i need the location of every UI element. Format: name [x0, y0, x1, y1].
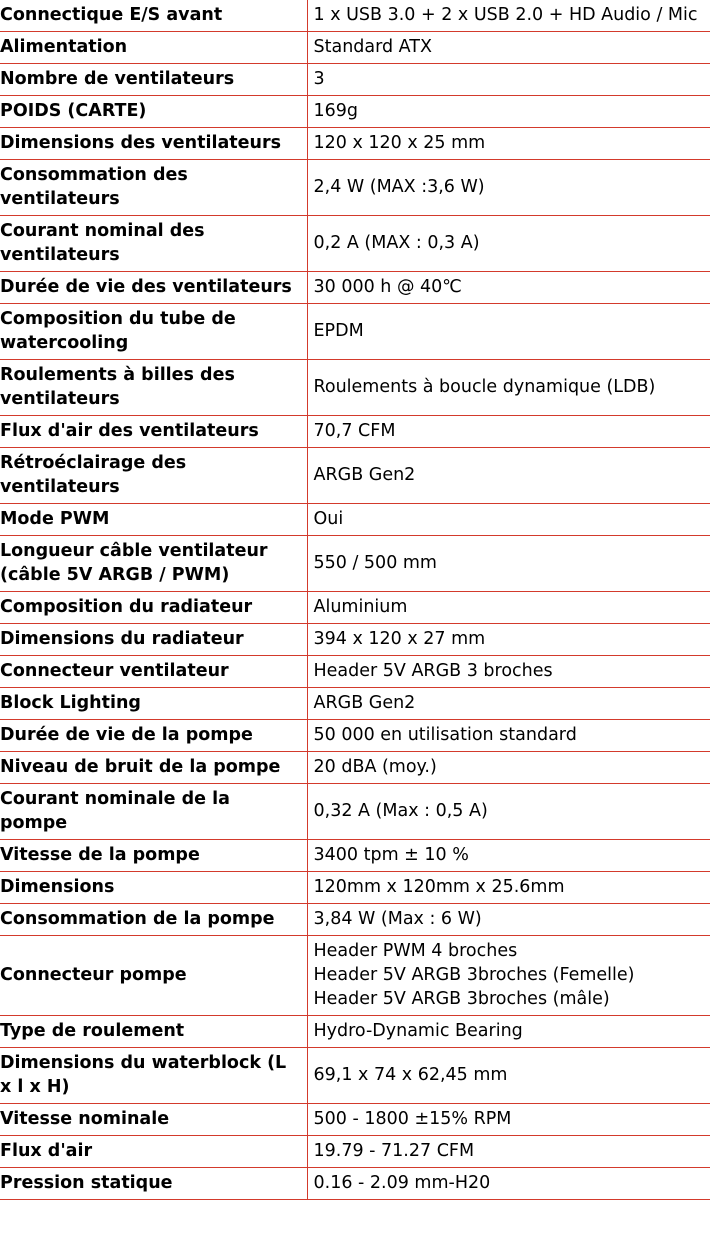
spec-value: 120mm x 120mm x 25.6mm	[307, 872, 710, 904]
spec-value: 0.16 - 2.09 mm-H20	[307, 1168, 710, 1200]
spec-row	[0, 688, 710, 720]
spec-value: EPDM	[307, 304, 710, 360]
spec-row	[0, 128, 710, 160]
spec-value: 19.79 - 71.27 CFM	[307, 1136, 710, 1168]
spec-row	[0, 272, 710, 304]
spec-value: 500 - 1800 ±15% RPM	[307, 1104, 710, 1136]
spec-row	[0, 1016, 710, 1048]
spec-label: Consommation de la pompe	[0, 909, 275, 929]
spec-label: Mode PWM	[0, 509, 110, 529]
spec-label: Nombre de ventilateurs	[0, 69, 235, 89]
spec-row	[0, 624, 710, 656]
spec-value: ARGB Gen2	[307, 448, 710, 504]
spec-label: Block Lighting	[0, 693, 141, 713]
spec-row	[0, 720, 710, 752]
spec-value: 0,32 A (Max : 0,5 A)	[307, 784, 710, 840]
spec-value: Header 5V ARGB 3 broches	[307, 656, 710, 688]
spec-row	[0, 1136, 710, 1168]
spec-label: Dimensions du waterblock (L x l x H)	[0, 1053, 287, 1097]
spec-row	[0, 1048, 710, 1104]
spec-row	[0, 840, 710, 872]
spec-label: Durée de vie de la pompe	[0, 725, 253, 745]
spec-row	[0, 448, 710, 504]
spec-row	[0, 216, 710, 272]
spec-label: Flux d'air	[0, 1141, 93, 1161]
spec-label: Longueur câble ventilateur (câble 5V ARGB / PWM)	[0, 541, 268, 585]
spec-label: Pression statique	[0, 1173, 173, 1193]
spec-value: 50 000 en utilisation standard	[307, 720, 710, 752]
spec-label: Niveau de bruit de la pompe	[0, 757, 281, 777]
spec-row	[0, 96, 710, 128]
spec-value: 70,7 CFM	[307, 416, 710, 448]
spec-row	[0, 1104, 710, 1136]
spec-label: Consommation des ventilateurs	[0, 165, 188, 209]
spec-row	[0, 656, 710, 688]
spec-label: Vitesse de la pompe	[0, 845, 200, 865]
spec-row	[0, 1168, 710, 1200]
spec-row	[0, 592, 710, 624]
spec-value: 120 x 120 x 25 mm	[307, 128, 710, 160]
spec-label: Vitesse nominale	[0, 1109, 170, 1129]
spec-row	[0, 360, 710, 416]
spec-value: Aluminium	[307, 592, 710, 624]
spec-value: 0,2 A (MAX : 0,3 A)	[307, 216, 710, 272]
spec-label: Type de roulement	[0, 1021, 185, 1041]
spec-label: Composition du tube de watercooling	[0, 309, 236, 353]
spec-label: Connecteur ventilateur	[0, 661, 229, 681]
spec-label: Courant nominale de la pompe	[0, 789, 230, 833]
spec-value: 20 dBA (moy.)	[307, 752, 710, 784]
spec-row	[0, 752, 710, 784]
spec-label: Dimensions des ventilateurs	[0, 133, 282, 153]
spec-label: Alimentation	[0, 37, 128, 57]
spec-value: 30 000 h @ 40℃	[307, 272, 710, 304]
spec-label: Dimensions	[0, 877, 115, 897]
spec-label: Rétroéclairage des ventilateurs	[0, 453, 187, 497]
spec-row	[0, 304, 710, 360]
spec-row	[0, 504, 710, 536]
spec-label: Connectique E/S avant	[0, 5, 223, 25]
spec-value: Oui	[307, 504, 710, 536]
spec-label: Flux d'air des ventilateurs	[0, 421, 259, 441]
spec-value: 3,84 W (Max : 6 W)	[307, 904, 710, 936]
spec-row	[0, 784, 710, 840]
spec-value: ARGB Gen2	[307, 688, 710, 720]
spec-value: 69,1 x 74 x 62,45 mm	[307, 1048, 710, 1104]
spec-row	[0, 0, 710, 32]
spec-label: Durée de vie des ventilateurs	[0, 277, 292, 297]
spec-value: Hydro-Dynamic Bearing	[307, 1016, 710, 1048]
spec-label: Dimensions du radiateur	[0, 629, 244, 649]
spec-label: Courant nominal des ventilateurs	[0, 221, 205, 265]
spec-row	[0, 64, 710, 96]
spec-row	[0, 160, 710, 216]
spec-row	[0, 416, 710, 448]
spec-value: Header PWM 4 broches Header 5V ARGB 3broches (Femelle) Header 5V ARGB 3broches (mâle)	[307, 936, 710, 1016]
spec-label: Connecteur pompe	[0, 965, 187, 985]
spec-value: 394 x 120 x 27 mm	[307, 624, 710, 656]
spec-value: 169g	[307, 96, 710, 128]
spec-row	[0, 936, 710, 1016]
spec-row	[0, 872, 710, 904]
spec-label: Composition du radiateur	[0, 597, 253, 617]
spec-row	[0, 32, 710, 64]
spec-value: 2,4 W (MAX :3,6 W)	[307, 160, 710, 216]
spec-label: POIDS (CARTE)	[0, 101, 147, 121]
spec-value: Roulements à boucle dynamique (LDB)	[307, 360, 710, 416]
spec-value: 550 / 500 mm	[307, 536, 710, 592]
spec-value: 1 x USB 3.0 + 2 x USB 2.0 + HD Audio / Mic	[307, 0, 710, 32]
spec-value: 3400 tpm ± 10 %	[307, 840, 710, 872]
spec-value: Standard ATX	[307, 32, 710, 64]
spec-value: 3	[307, 64, 710, 96]
spec-row	[0, 536, 710, 592]
spec-label: Roulements à billes des ventilateurs	[0, 365, 235, 409]
spec-row	[0, 904, 710, 936]
